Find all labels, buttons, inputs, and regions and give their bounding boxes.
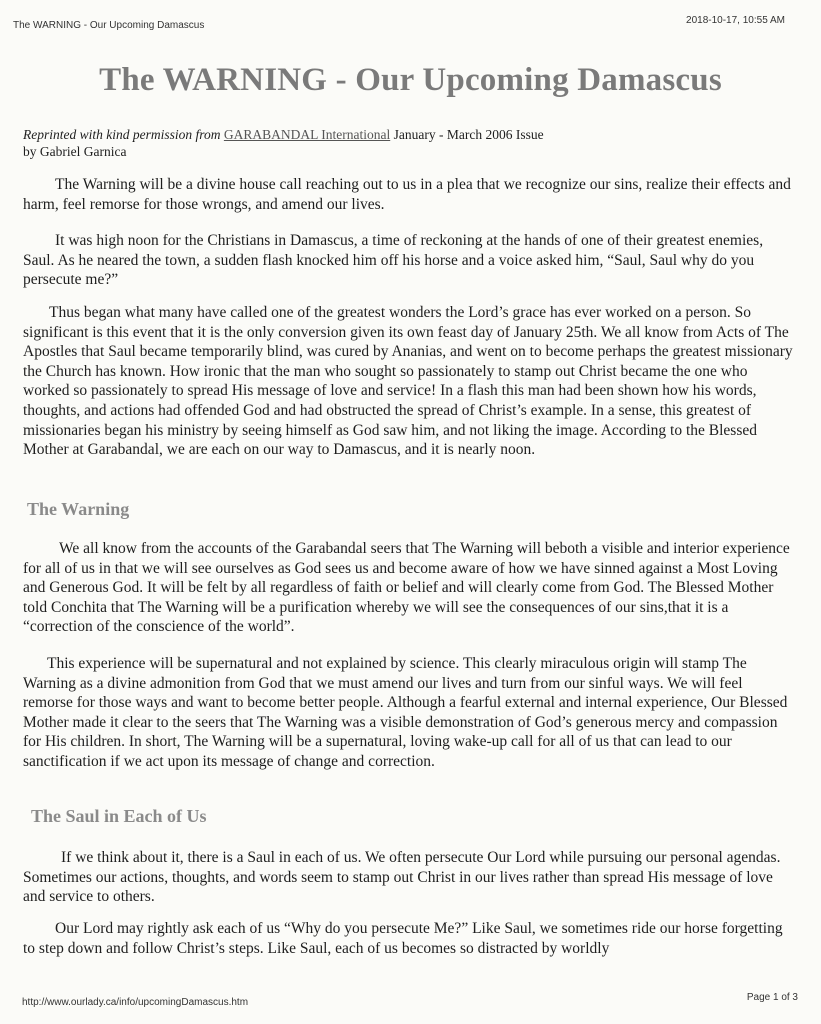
footer-url[interactable]: http://www.ourlady.ca/info/upcomingDamascus.htm [22, 997, 249, 1008]
reprint-line [23, 126, 544, 143]
source-link[interactable]: GARABANDAL International [223, 127, 391, 142]
paragraph-damascus [23, 231, 793, 290]
article-title: The WARNING - Our Upcoming Damascus [99, 62, 722, 98]
paragraph-text: We all know from the accounts of the Garabandal seers that The Warning will beboth a visible and interior experience for all of us in that we will see ourselves as God sees us and become aware of how we have sinned against a Most Loving and Generous God. It will be felt by all regardless of faith or belief and will clearly come from God. The Blessed Mother told Conchita that The Warning will be a purification whereby we will see the consequences of our sins,that it is a “correction of the conscience of the world”. [23, 540, 790, 636]
paragraph-persecute [23, 919, 793, 958]
author-line: by Gabriel Garnica [23, 144, 127, 159]
paragraph-supernatural [23, 654, 793, 772]
paragraph-text: The Warning will be a divine house call reaching out to us in a plea that we recognize our sins, realize their effects and harm, feel remorse for those wrongs, and amend our lives. [23, 176, 791, 213]
paragraph-intro [23, 175, 793, 214]
paragraph-saul-in-us [23, 848, 793, 907]
paragraph-seers [23, 539, 793, 637]
paragraph-text: If we think about it, there is a Saul in each of us. We often persecute Our Lord while pursuing our personal agendas. Sometimes our actions, thoughts, and words seem to stamp out Christ in our lives rather than spread His message of love and service to others. [23, 849, 781, 906]
paragraph-text: Thus began what many have called one of the greatest wonders the Lord’s grace has ever worked on a person. So significant is this event that it is the only conversion given its own feast day of January 25th. We all know from Acts of The Apostles that Saul became temporarily blind, was cured by Ananias, and went on to become perhaps the greatest missionary the Church has known. How ironic that the man who sought so passionately to stamp out Christ became the one who worked so passionately to spread His message of love and service! In a flash this man had been shown how his words, thoughts, and actions had offended God and had obstructed the spread of Christ’s example. In a sense, this greatest of missionaries began his ministry by seeing himself as God saw him, and not liking the image. According to the Blessed Mother at Garabandal, we are each on our way to Damascus, and it is nearly noon. [23, 304, 793, 459]
footer-page-number: Page 1 of 3 [746, 992, 798, 1003]
credit-block [23, 126, 544, 160]
paragraph-text: It was high noon for the Christians in Damascus, a time of reckoning at the hands of one of their greatest enemies, Saul. As he neared the town, a sudden flash knocked him off his horse and a voice asked him, “Saul, Saul why do you persecute me?” [23, 232, 764, 289]
paragraph-text: Our Lord may rightly ask each of us “Why do you persecute Me?” Like Saul, we sometimes ride our horse forgetting to step down and follow Christ’s steps. Like Saul, each of us becomes so distracted by worldly [23, 920, 783, 957]
paragraph-text: This experience will be supernatural and not explained by science. This clearly miraculous origin will stamp The Warning as a divine admonition from God that we must amend our lives and turn from our sinful ways. We will feel remorse for those ways and want to become better people. Although a fearful external and internal experience, Our Blessed Mother made it clear to the seers that The Warning was a visible demonstration of God’s generous mercy and compassion for His children. In short, The Warning will be a supernatural, loving wake-up call for all of us that can lead to our sanctification if we act upon its message of change and correction. [23, 655, 788, 770]
issue-label: January - March 2006 Issue [393, 127, 544, 142]
section-heading-warning: The Warning [27, 499, 130, 519]
header-timestamp: 2018-10-17, 10:55 AM [686, 15, 785, 26]
section-heading-saul: The Saul in Each of Us [31, 806, 207, 826]
paragraph-wonders [23, 303, 793, 460]
header-page-title: The WARNING - Our Upcoming Damascus [13, 20, 205, 31]
reprint-prefix: Reprinted with kind permission from [23, 127, 221, 142]
